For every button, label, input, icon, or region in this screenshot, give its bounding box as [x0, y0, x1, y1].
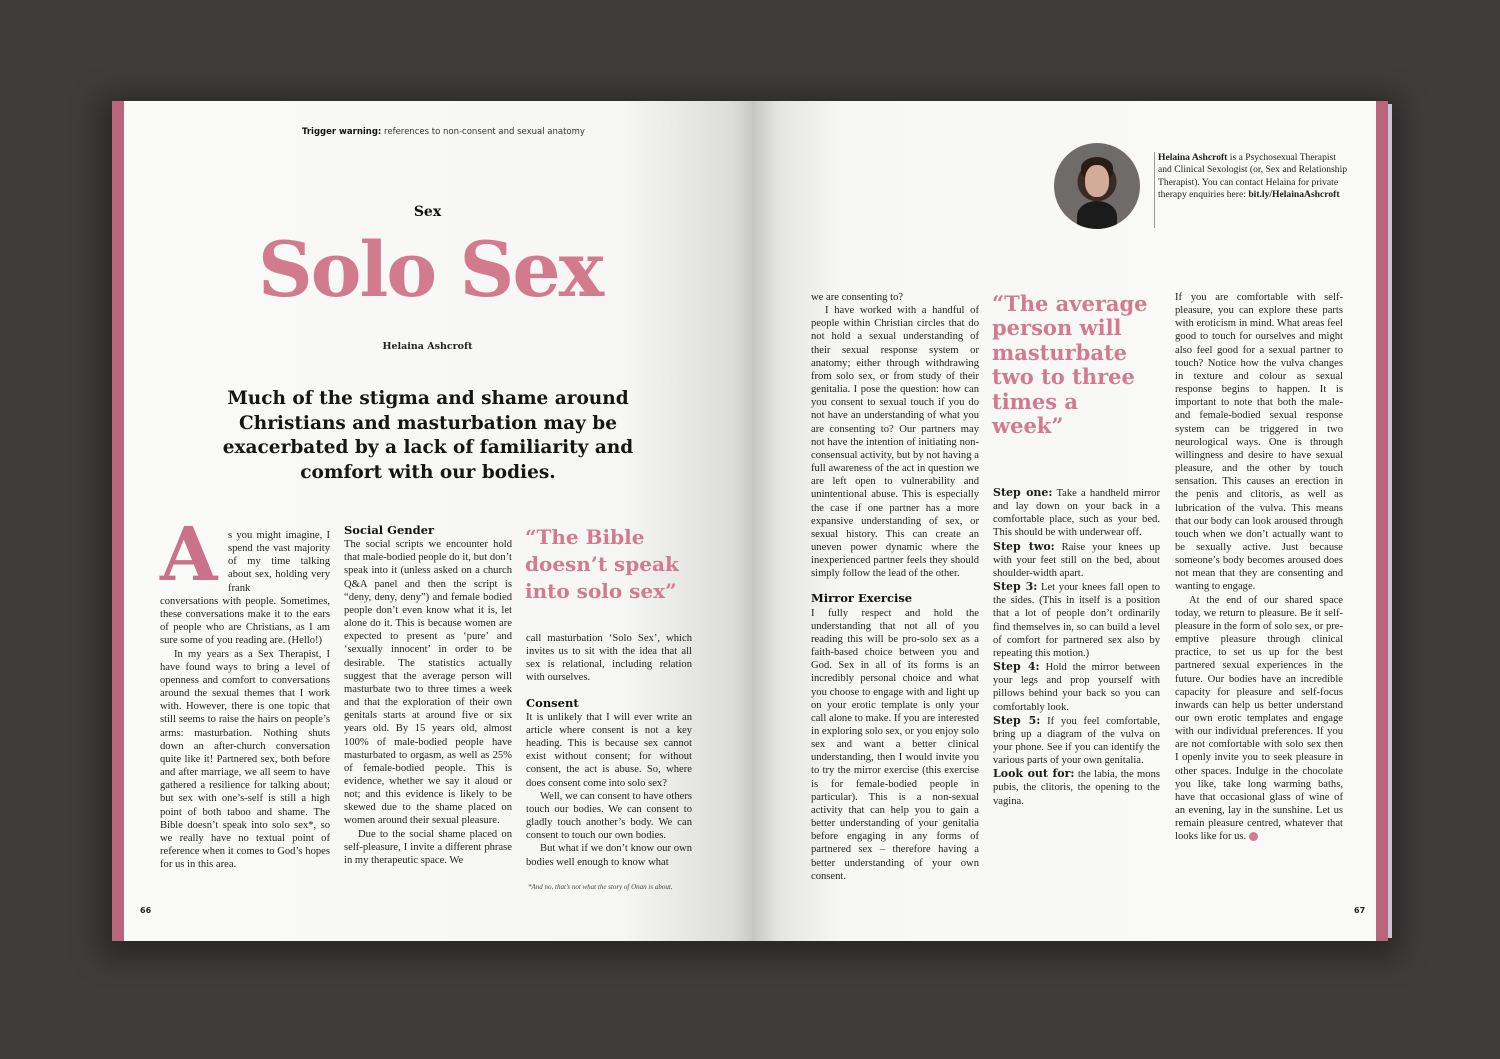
author-bio [1158, 152, 1348, 202]
heading-social-gender: Social Gender [344, 523, 435, 537]
author-photo [1054, 143, 1140, 229]
step-three [993, 580, 1160, 660]
author-bio-text: is a Psychosexual Therapist and Clinical Sexologist (or, Sex and Relationship Therapist). You can contact Helaina for private therapy enquiries here: [1158, 152, 1348, 201]
right-col3-para2-text: At the end of our shared space today, we return to pleasure. Be it self-pleasure in the form of solo sex, or pre-emptive pleasure through clinical practice, to set us up for the best partnered sexual experiences in the future. Our bodies have an incredible capacity for pleasure and self-focus inwards can help us better understand our own erotic templates and engage with our individual preferences. If you are not comfortable with solo sex then I openly invite you to seek pleasure in other spaces. Indulge in the chocolate you like, take long warming baths, have that occasional glass of wine of an evening, lay in the sunshine. Let us remain pleasure centred, whatever that looks like for us. [1175, 594, 1343, 843]
step-three-label: Step 3: [993, 580, 1038, 594]
right-page-edge [1376, 101, 1388, 941]
left-page-edge [112, 101, 124, 941]
right-col1-para3: I fully respect and hold the understanding that not all of you reading this will be pro-solo sex as a faith-based choice between you and God. Sex in all of its forms is an incredibly personal choice and what you choose to engage with and light up on your erotic template is only your call alone to make. If you are interested in exploring solo sex, or you enjoy solo sex and want a better clinical understanding, then I would invite you to try the mirror exercise (this exercise is for female-bodied people in particular). This is a non-sexual activity that can help you to gain a better understanding of your genitalia before engaging in any forms of partnered sex – therefore having a better understanding of your own consent. [811, 607, 979, 882]
left-col3-para3: Well, we can consent to have others touch our bodies. We can consent to gladly touch another’s body. We can consent to touch our own bodies. [526, 790, 692, 842]
left-col2-para1: The social scripts we encounter hold that male-bodied people do it, but don’t speak into it (unless asked on a church Q&A panel and then the script is “deny, deny, deny”) and female bodied people don’t even know what it is, let alone do it. This is because women are expected to present as ‘pure’ and ‘sexually innocent’ in order to be desirable. The statistics actually suggest that the average person will masturbate two to three times a week and that the exploration of their own genitals starts at around five or six years old. By 15 years old, almost 100% of male-bodied people have masturbated to orgasm, as well as 25% of female-bodied people. This is evidence, whether we say it aloud or not; and this evidence is likely to be skewed due to the shame placed on women around their sexual pleasure. [344, 539, 512, 827]
page-number-left: 66 [140, 906, 152, 915]
byline: Helaina Ashcroft [382, 341, 473, 352]
right-col3-para2 [1175, 594, 1343, 844]
article-title: Solo Sex [257, 225, 603, 314]
trigger-warning-text: references to non-consent and sexual anatomy [381, 127, 585, 137]
trigger-warning [302, 127, 585, 137]
right-col1-para2: I have worked with a handful of people within Christian circles that do not hold a sexual understanding of their sexual response system or anatomy; either through withdrawing from solo sex, or from study of their genitalia. I pose the question: how can you consent to sexual touch if you do not have an understanding of what you are consenting to? Our partners may not have the intention of initiating non-consensual activity, but by not having a full awareness of the act in question we are left open to vulnerability and unintentional abuse. This is especially the case if one partner has a more expansive understanding of sex, or sexual history. This can create an uneven power dynamic where the inexperienced partner feels they should simply follow the lead of the other. [811, 305, 979, 580]
right-col1-para1: we are consenting to? [811, 292, 904, 303]
section-label: Sex [413, 204, 442, 220]
left-col1 [160, 595, 330, 871]
right-col3 [1175, 291, 1343, 844]
left-col3 [526, 632, 692, 869]
drop-cap: A [160, 512, 218, 598]
step-one-label: Step one: [993, 486, 1053, 499]
step-four-text: Hold the mirror between your legs and prop yourself with pillows behind your back so you can comfortably look. [993, 662, 1160, 713]
left-col2-para2: Due to the social shame placed on self-pleasure, I invite a different phrase in my therapeutic space. We [344, 828, 512, 866]
step-five-label: Step 5: [993, 713, 1041, 727]
look-out-for [993, 767, 1160, 807]
right-page-edge-inner [1388, 104, 1392, 938]
standfirst: Much of the stigma and shame around Christians and masturbation may be exacerbated by a lack of familiarity and comfort with our bodies. [222, 388, 634, 483]
step-one [993, 486, 1160, 540]
left-col3-para2: It is unlikely that I will ever write an article where consent is not a key heading. This is because sex cannot exist without consent; for without consent, the act is abuse. So, where does consent come into solo sex? [526, 711, 692, 789]
step-two-text: Raise your knees up with your feet still on the bed, about shoulder-width apart. [993, 541, 1160, 579]
look-out-for-text: the labia, the mons pubis, the clitoris, the opening to the vagina. [993, 769, 1161, 807]
footnote: *And no, that’s not what the story of Onan is about. [528, 883, 673, 891]
step-two [993, 540, 1160, 580]
left-col1-para1-end: conversations with people. Sometimes, these conversations make it to the ears of people who are Christians, as I am sure some of you reading are. (Hello!) [160, 596, 330, 647]
left-col2 [344, 524, 512, 867]
end-mark-icon [1249, 832, 1258, 841]
left-col1-top [228, 529, 330, 595]
pull-quote-bible: “The Bible doesn’t speak into solo sex” [525, 525, 679, 603]
left-col1-para1-start: s you might imagine, I spend the vast majority of my time talking about sex, holding very frank [228, 530, 330, 594]
author-bio-link[interactable]: bit.ly/HelainaAshcroft [1248, 189, 1340, 201]
bio-divider [1154, 152, 1155, 228]
step-one-text: Take a handheld mirror and lay down on your back in a comfortable place, such as your bed. This should be with underwear off. [993, 488, 1160, 539]
step-three-text: Let your knees fall open to the sides. (This in itself is a position that a lot of people don’t ordinarily find themselves in, so can build a level of comfort for partnered sex also by repeating this motion.) [993, 582, 1160, 659]
left-col1-para2: In my years as a Sex Therapist, I have found ways to bring a level of openness and comfort to conversations around the sexual themes that I work with. However, there is one topic that still seems to raise the hairs on people’s arms: masturbation. Nothing shuts down an after-church conversation quite like it! Partnered sex, both before and after marriage, we all seem to have gathered a resilience for talking about; but sex with one’s-self is still a high point of both taboo and shame. The Bible doesn’t speak into solo sex*, so we really have no textual point of reference when it comes to God’s hopes for us in this area. [160, 648, 330, 871]
right-col2-steps [993, 486, 1160, 808]
author-bio-name: Helaina Ashcroft [1158, 152, 1228, 163]
right-col3-para1: If you are comfortable with self-pleasure, you can explore these parts with eroticism in mind. What areas feel good to touch for ourselves and might also feel good for a sexual partner to touch? Notice how the vulva changes in texture and colour as sexual response begins to happen. It is important to note that both the male- and female-bodied sexual response system can be triggered in two neurological ways. One is through willingness and desire to have sexual pleasure, and the other by touch sensation. This causes an erection in the penis and clitoris, as well as lubrication of the vulva. This means that our body can look aroused through touch when we don’t actually want to be sexually active. Just because someone’s body becomes aroused does not mean that they are consenting and wanting to engage. [1175, 292, 1343, 593]
step-four [993, 660, 1160, 714]
right-col1 [811, 291, 979, 883]
left-col3-para1: call masturbation ‘Solo Sex’, which invites us to sit with the idea that all sex is relational, including relation with ourselves. [526, 633, 692, 684]
pull-quote-average: “The average person will masturbate two to three times a week” [992, 291, 1148, 439]
left-col3-para4: But what if we don’t know our own bodies well enough to know what [526, 843, 692, 868]
heading-mirror-exercise: Mirror Exercise [811, 591, 913, 606]
step-five [993, 714, 1160, 768]
step-five-text: If you feel comfortable, bring up a diagram of the vulva on your phone. See if you can identify the various parts of your own genitalia. [993, 715, 1160, 767]
page-number-right: 67 [1354, 906, 1366, 915]
look-out-for-label: Look out for: [993, 767, 1075, 781]
step-two-label: Step two: [993, 539, 1055, 553]
step-four-label: Step 4: [993, 660, 1040, 674]
trigger-warning-label: Trigger warning: [302, 127, 382, 137]
heading-consent: Consent [526, 695, 579, 710]
